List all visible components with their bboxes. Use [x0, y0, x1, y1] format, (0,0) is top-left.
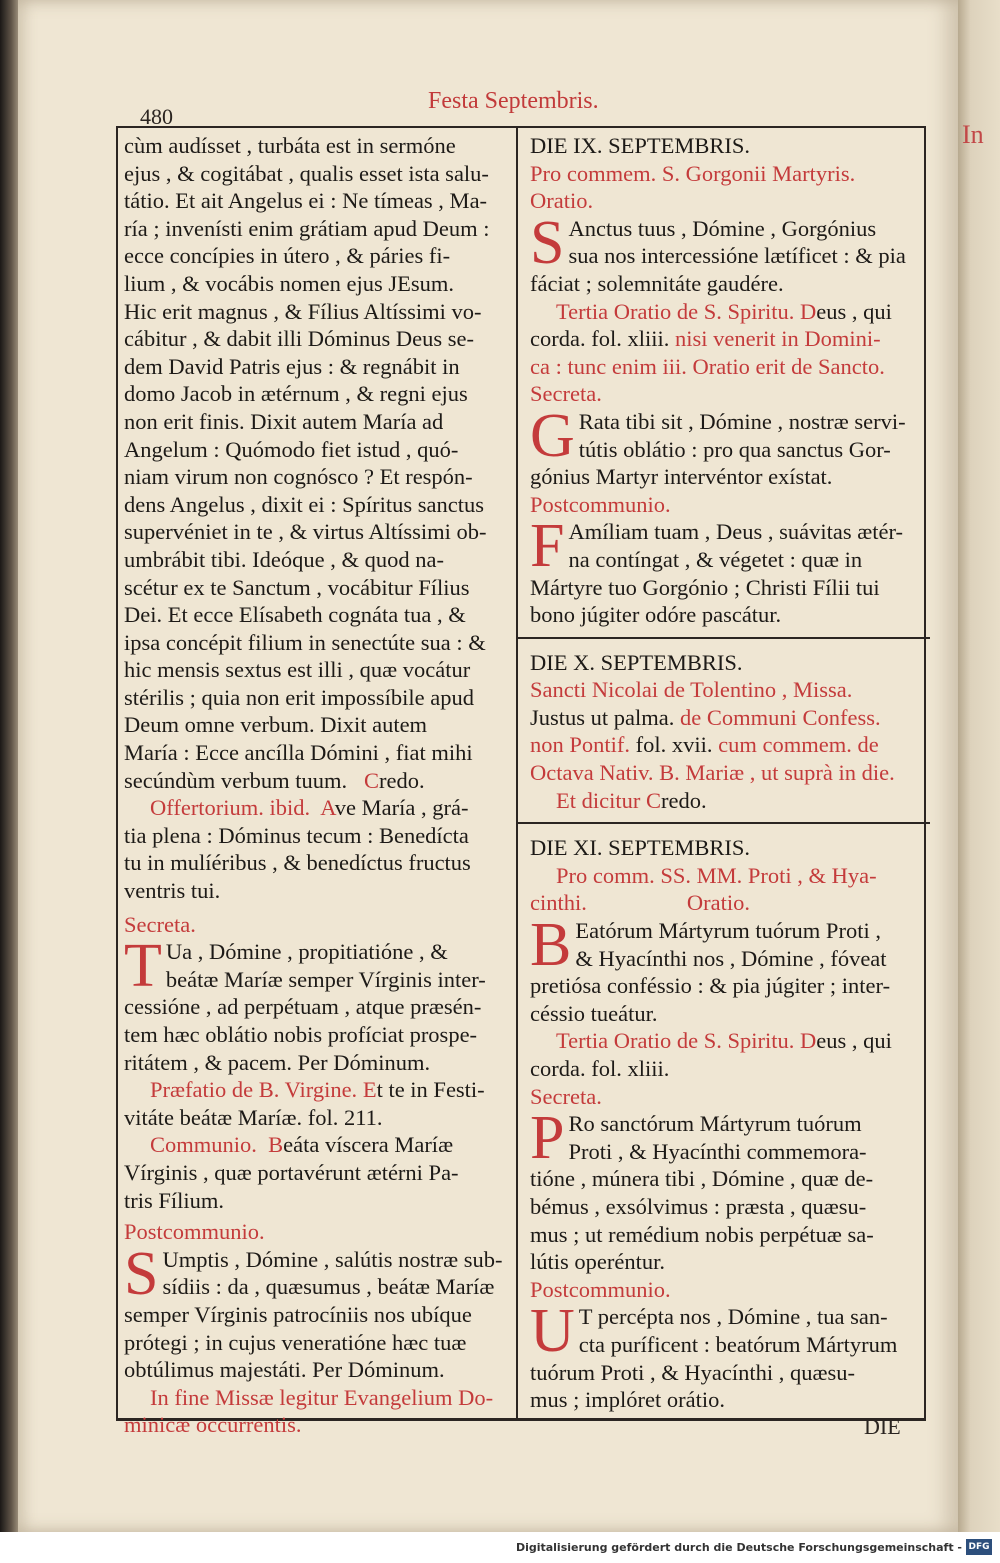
secreta-heading: Secreta. [124, 911, 196, 937]
day-heading: DIE XI. SEPTEMBRIS. [530, 835, 751, 861]
postcommunio-line: cta puríficent : beatórum Mártyrum [578, 1331, 898, 1357]
communio-initial: B [268, 1132, 284, 1158]
postcommunio-line: Mártyre tuo Gorgónio ; Christi Fílii tui [530, 574, 880, 600]
day-subtitle: Pro commem. S. Gorgonii Martyris. [530, 160, 856, 186]
introit-line: non Pontif. fol. xvii. cum commem. de [530, 732, 879, 758]
postcommunio-line: Umptis , Dómine , salútis nostræ sub- [162, 1246, 503, 1272]
drop-cap-s: S [530, 208, 565, 277]
day-subtitle: Pro comm. SS. MM. Proti , & Hya- [556, 862, 877, 888]
credo-line: Et dicitur Credo. [556, 787, 707, 813]
gospel-line-credo: secúndùm verbum tuum. Credo. [124, 767, 425, 793]
right-column [530, 132, 916, 1414]
secreta-line: beátæ Maríæ semper Vírginis inter- [165, 966, 486, 992]
oratio-line: céssio tueátur. [530, 1000, 658, 1026]
day-subtitle-line2: cinthi. Oratio. [530, 890, 750, 916]
gospel-line: hic mensis sextus est illi , quæ vocátur [124, 657, 471, 683]
gospel-line: niam virum non cognósco ? Et respón- [124, 464, 473, 490]
gospel-line: Deum omne verbum. Dixit autem [124, 712, 428, 738]
postcommunio-heading: Postcommunio. [124, 1219, 265, 1245]
postcommunio-block [530, 1297, 916, 1413]
gospel-line: cùm audísset , turbáta est in sermóne [124, 133, 456, 158]
left-column [124, 132, 510, 1439]
rubric-line: Octava Nativ. B. Mariæ , ut suprà in die. [530, 760, 895, 786]
drop-cap-g: G [530, 401, 575, 470]
postcommunio-heading: Postcommunio. [530, 1276, 671, 1302]
oratio-block [530, 911, 916, 1027]
postcommunio-heading: Postcommunio. [530, 491, 671, 517]
secreta-line: bémus , exsólvimus : præsta , quæsu- [530, 1193, 867, 1219]
oratio-line: pretiósa conféssio : & pia júgiter ; inter- [530, 973, 891, 999]
oratio-line: & Hyacínthi nos , Dómine , fóveat [575, 945, 887, 971]
offertorium-initial: A [320, 795, 335, 821]
postcommunio-line: T percépta nos , Dómine , tua san- [578, 1304, 888, 1330]
secreta-line: gónius Martyr intervéntor exístat. [530, 464, 833, 490]
oratio-line: sua nos intercessióne lætíficet : & pia [568, 243, 906, 269]
postcommunio-line: semper Vírginis patrocíniis nos ubíque [124, 1301, 472, 1327]
praefatio-line: Præfatio de B. Virgine. Et te in Festi- [150, 1077, 485, 1103]
closing-rubric: minicæ occurrentis. [124, 1412, 302, 1438]
day-subtitle: Sancti Nicolai de Tolentino , Missa. [530, 677, 853, 703]
column-divider [516, 128, 518, 1418]
postcommunio-line: prótegi ; in cujus veneratióne hæc tuæ [124, 1329, 467, 1355]
tertia-line: corda. fol. xliii. nisi venerit in Domini- [530, 326, 881, 352]
secreta-line: Rata tibi sit , Dómine , nostræ servi- [578, 408, 906, 434]
footer-credit: Digitalisierung gefördert durch die Deutsche Forschungsgemeinschaft - [515, 1541, 962, 1554]
postcommunio-line: mus ; implóret orátio. [530, 1387, 725, 1413]
rubric-line: ca : tunc enim iii. Oratio erit de Sancto. [530, 353, 885, 379]
offertorium-line: ventris tui. [124, 878, 221, 904]
gospel-line: Hic erit magnus , & Fílius Altíssimi vo- [124, 298, 482, 324]
postcommunio-line: na contíngat , & végetet : quæ in [568, 546, 863, 572]
tertia-line: Tertia Oratio de S. Spiritu. Deus , qui [556, 1028, 892, 1054]
offertorium-label: Offertorium. ibid. [150, 795, 311, 821]
gospel-line: tátio. Et ait Angelus ei : Ne tímeas , Ma- [124, 188, 488, 214]
section-rule [518, 822, 930, 824]
secreta-line: tútis oblátio : pro qua sanctus Gor- [578, 436, 891, 462]
secreta-line: mus ; ut remédium nobis perpétuæ sa- [530, 1221, 874, 1247]
dfg-logo-icon: DFG [966, 1539, 992, 1555]
praefatio-line: vitáte beátæ Maríæ. fol. 211. [124, 1104, 383, 1130]
offertorium-line: Offertorium. ibid. Ave María , grá- [150, 795, 469, 821]
oratio-heading: Oratio. [686, 890, 750, 916]
closing-rubric: In fine Missæ legitur Evangelium Do- [150, 1384, 494, 1410]
gospel-line: lium , & vocábis nomen ejus JEsum. [124, 270, 454, 296]
secreta-line: tem hæc oblátio nobis profíciat prospe- [124, 1022, 478, 1047]
secreta-line: Ua , Dómine , propitiatióne , & [165, 939, 448, 965]
gospel-line: ipsa concépit filium in senectúte sua : & [124, 629, 486, 655]
day-heading: DIE X. SEPTEMBRIS. [530, 649, 743, 675]
day-heading: DIE IX. SEPTEMBRIS. [530, 133, 751, 158]
drop-cap-f: F [530, 512, 565, 581]
drop-cap-s: S [124, 1239, 159, 1308]
tertia-line: corda. fol. xliii. [530, 1056, 670, 1081]
credo-rest: redo. [378, 767, 425, 793]
gospel-line: umbrábit tibi. Ideóque , & quod na- [124, 546, 444, 572]
secreta-line: Ro sanctórum Mártyrum tuórum [568, 1111, 862, 1137]
catchword: DIE [864, 1414, 901, 1439]
gospel-line: ecce concípies in útero , & páries fi- [124, 243, 451, 269]
praefatio-label: Præfatio de B. Virgine. [150, 1077, 358, 1103]
oratio-line: fáciat ; solemnitáte gaudére. [530, 270, 784, 296]
secreta-line: ritátem , & pacem. Per Dóminum. [124, 1049, 431, 1075]
gospel-line: ría ; invenísti enim grátiam apud Deum : [124, 215, 490, 241]
postcommunio-block [124, 1239, 510, 1384]
communio-line: tris Fílium. [124, 1187, 225, 1213]
digitization-footer [0, 1532, 1000, 1563]
section-rule [518, 637, 930, 639]
text-frame [116, 126, 926, 1438]
oratio-block [530, 208, 916, 298]
offertorium-line: tia plena : Dóminus tecum : Benedícta [124, 822, 469, 848]
postcommunio-line: Amíliam tuam , Deus , suávitas ætér- [568, 519, 903, 545]
facing-page-fragment: In [962, 120, 984, 149]
gospel-line: Angelum : Quómodo fiet istud , quó- [124, 436, 459, 462]
secreta-line: cessióne , ad perpétuam , atque præsén- [124, 994, 482, 1020]
gospel-line: non erit finis. Dixit autem María ad [124, 408, 444, 434]
oratio-line: Anctus tuus , Dómine , Gorgónius [568, 215, 877, 241]
secreta-heading: Secreta. [530, 381, 602, 407]
oratio-heading: Oratio. [530, 188, 594, 214]
secreta-heading: Secreta. [530, 1083, 602, 1109]
gospel-line: stérilis ; quia non erit impossíbile apud [124, 684, 474, 710]
drop-cap-p: P [530, 1104, 565, 1173]
gospel-line: ejus , & cogitábat , qualis esset ista salu- [124, 160, 489, 186]
secreta-line: lútis operéntur. [530, 1249, 665, 1275]
gospel-line: domo Jacob in ætérnum , & regni ejus [124, 381, 468, 407]
drop-cap-u: U [530, 1297, 575, 1366]
postcommunio-line: tuórum Proti , & Hyacínthi , quæsu- [530, 1359, 855, 1385]
postcommunio-line: bono júgiter odóre pascátur. [530, 602, 782, 628]
running-head: Festa Septembris. [428, 88, 599, 114]
gospel-line: dens Angelus , dixit ei : Spíritus sanctus [124, 491, 484, 517]
gospel-line: Dei. Et ecce Elísabeth cognáta tua , & [124, 602, 466, 628]
communio-label: Communio. [150, 1132, 257, 1158]
postcommunio-line: sídiis : da , quæsumus , beátæ Maríæ [162, 1274, 495, 1300]
tertia-line: Tertia Oratio de S. Spiritu. Deus , qui [556, 298, 892, 324]
drop-cap-t: T [124, 932, 162, 1001]
secreta-line: tióne , múnera tibi , Dómine , quæ de- [530, 1166, 874, 1192]
introit-line: Justus ut palma. de Communi Confess. [530, 704, 881, 730]
secreta-block [530, 401, 916, 491]
postcommunio-line: obtúlimus majestáti. Per Dóminum. [124, 1357, 445, 1383]
offertorium-line: tu in mulíéribus , & benedíctus fructus [124, 850, 471, 876]
communio-line: Communio. Beáta víscera Maríæ [150, 1132, 454, 1158]
secreta-block [530, 1104, 916, 1276]
gospel-line: cábitur , & dabit illi Dóminus Deus se- [124, 326, 474, 352]
praefatio-initial: E [362, 1077, 377, 1103]
secreta-line: Proti , & Hyacínthi commemora- [568, 1138, 867, 1164]
gospel-line: María : Ecce ancílla Dómini , fiat mihi [124, 740, 473, 766]
communio-line: Vírginis , quæ portavérunt ætérni Pa- [124, 1159, 459, 1185]
gospel-line: supervéniet in te , & virtus Altíssimi ob- [124, 519, 487, 545]
gospel-line: scétur ex te Sanctum , vocábitur Fílius [124, 574, 470, 600]
secreta-block [124, 932, 510, 1076]
oratio-line: Eatórum Mártyrum tuórum Proti , [575, 918, 881, 944]
drop-cap-b: B [530, 911, 572, 980]
credo-initial: C [363, 767, 379, 793]
postcommunio-block [530, 512, 916, 628]
gospel-line: dem David Patris ejus : & regnábit in [124, 353, 460, 379]
facing-page-edge [958, 0, 1000, 1532]
page-number: 480 [140, 104, 173, 129]
